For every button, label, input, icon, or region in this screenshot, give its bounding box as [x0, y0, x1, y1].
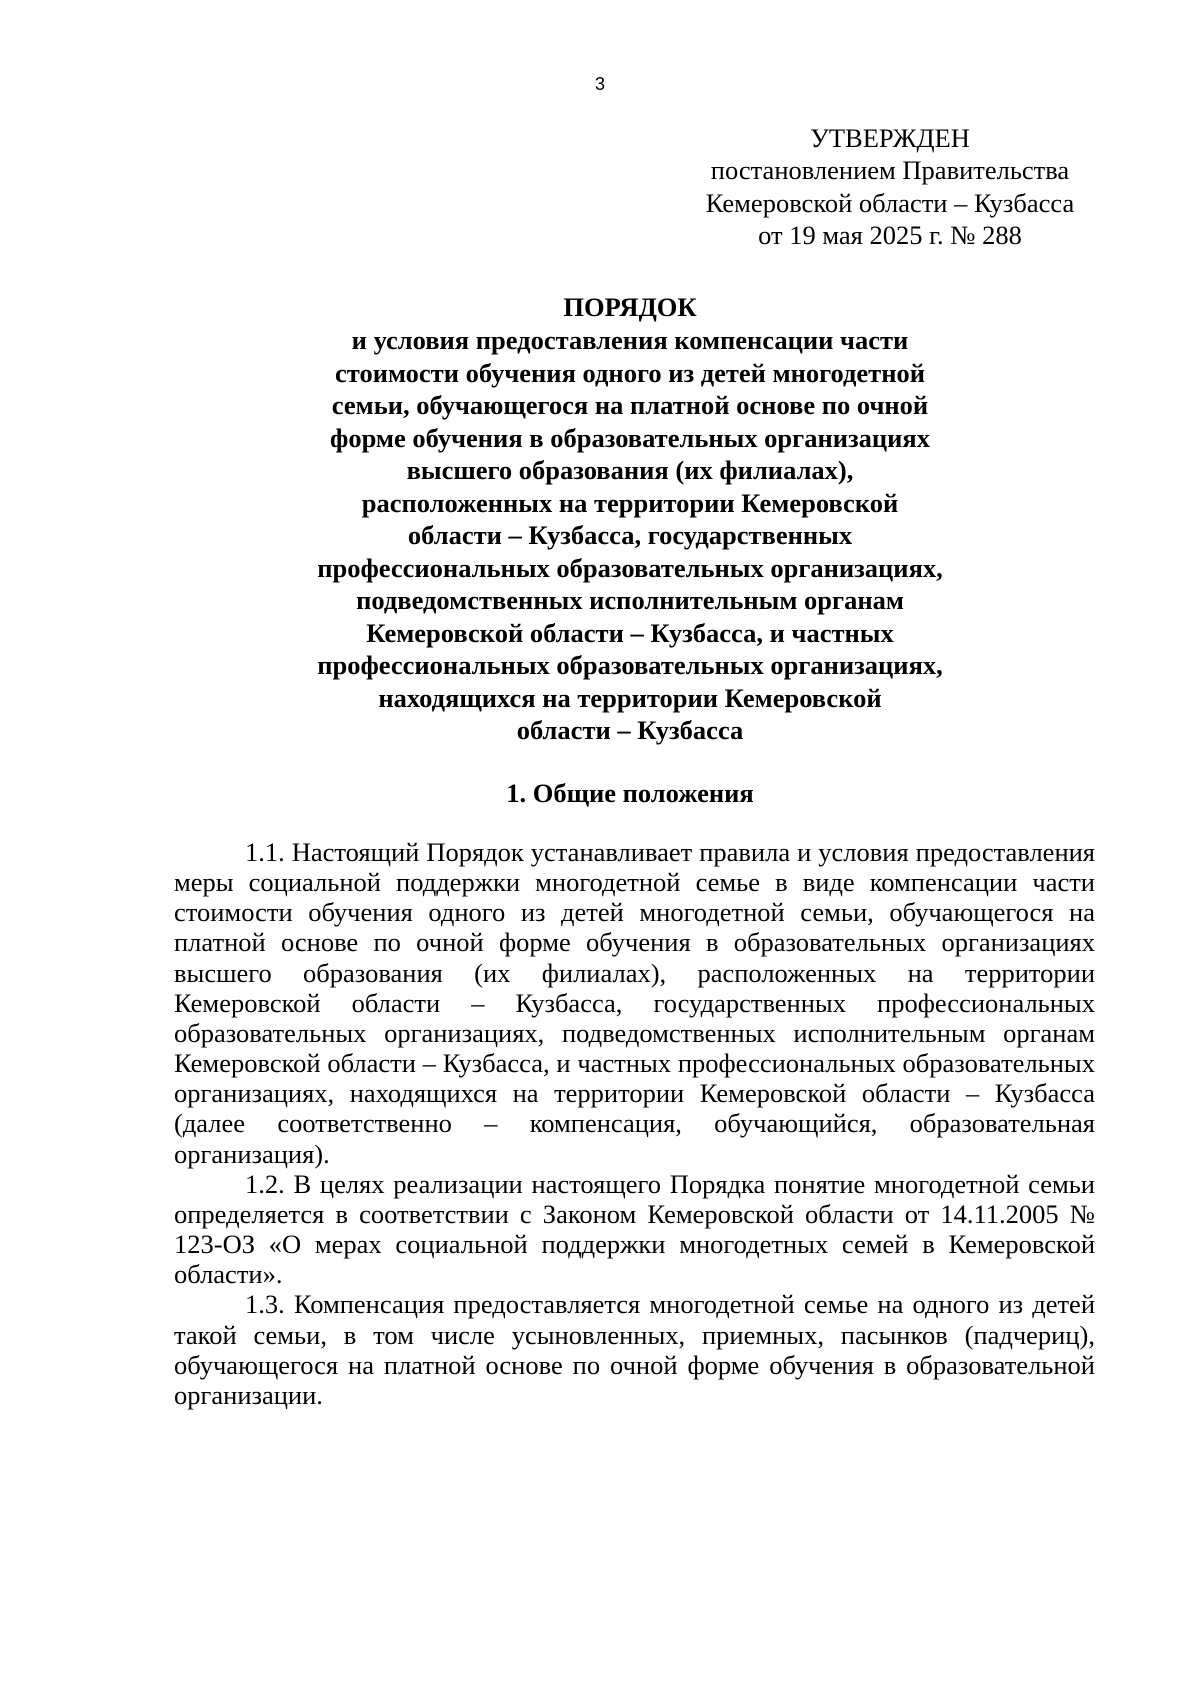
approval-line: Кемеровской области – Кузбасса	[705, 187, 1075, 218]
section-heading: 1. Общие положения	[506, 778, 754, 808]
subtitle-line: профессиональных образовательных организациях,	[317, 650, 943, 680]
section-body	[174, 837, 1095, 1410]
subtitle-line: стоимости обучения одного из детей многодетной	[335, 357, 925, 388]
paragraph-1-1: 1.1. Настоящий Порядок устанавливает правила и условия предоставления меры социальной поддержки многодетной семье в виде компенсации части стоимости обучения одного из детей многодетной семьи, обучающегося на платной основе по очной форме обучения в образовательных организациях высшего образования (их филиалах), расположенных на территории Кемеровской области – Кузбасса, государственных профессиональных образовательных организациях, подведомственных исполнительным органам Кемеровской области – Кузбасса, и частных профессиональных образовательных организациях, находящихся на территории Кемеровской области – Кузбасса (далее соответственно – компенсация, обучающийся, образовательная организация).	[174, 837, 1095, 1169]
approval-line: от 19 мая 2025 г. № 288	[758, 219, 1022, 250]
approval-line: УТВЕРЖДЕН	[810, 123, 970, 153]
approval-block	[652, 122, 1128, 251]
document-subtitle	[170, 324, 1090, 747]
subtitle-line: расположенных на территории Кемеровской	[361, 487, 899, 518]
subtitle-line: форме обучения в образовательных организациях	[329, 422, 930, 453]
document-title-block	[170, 291, 1090, 747]
subtitle-line: Кемеровской области – Кузбасса, и частных	[366, 617, 894, 648]
paragraph-1-3: 1.3. Компенсация предоставляется многодетной семье на одного из детей такой семьи, в том числе усыновленных, приемных, пасынков (падчериц), обучающегося на платной основе по очной форме обучения в образовательной организации.	[174, 1289, 1095, 1410]
subtitle-line: и условия предоставления компенсации части	[351, 325, 909, 355]
page-number: 3	[594, 74, 605, 94]
paragraph-1-2: 1.2. В целях реализации настоящего Порядка понятие многодетной семьи определяется в соответствии с Законом Кемеровской области от 14.11.2005 № 123-ОЗ «О мерах социальной поддержки многодетных семей в Кемеровской области».	[174, 1168, 1095, 1290]
subtitle-line: подведомственных исполнительным органам	[356, 585, 904, 615]
subtitle-line: области – Кузбасса	[516, 715, 744, 745]
subtitle-line: находящихся на территории Кемеровской	[378, 682, 882, 713]
subtitle-line: области – Кузбасса, государственных	[407, 520, 853, 550]
document-title: ПОРЯДОК	[563, 292, 697, 322]
subtitle-line: семьи, обучающегося на платной основе по очной	[331, 390, 929, 420]
approval-line: постановлением Правительства	[710, 155, 1070, 186]
subtitle-line: высшего образования (их филиалах),	[406, 455, 854, 485]
subtitle-line: профессиональных образовательных организациях,	[317, 552, 943, 583]
